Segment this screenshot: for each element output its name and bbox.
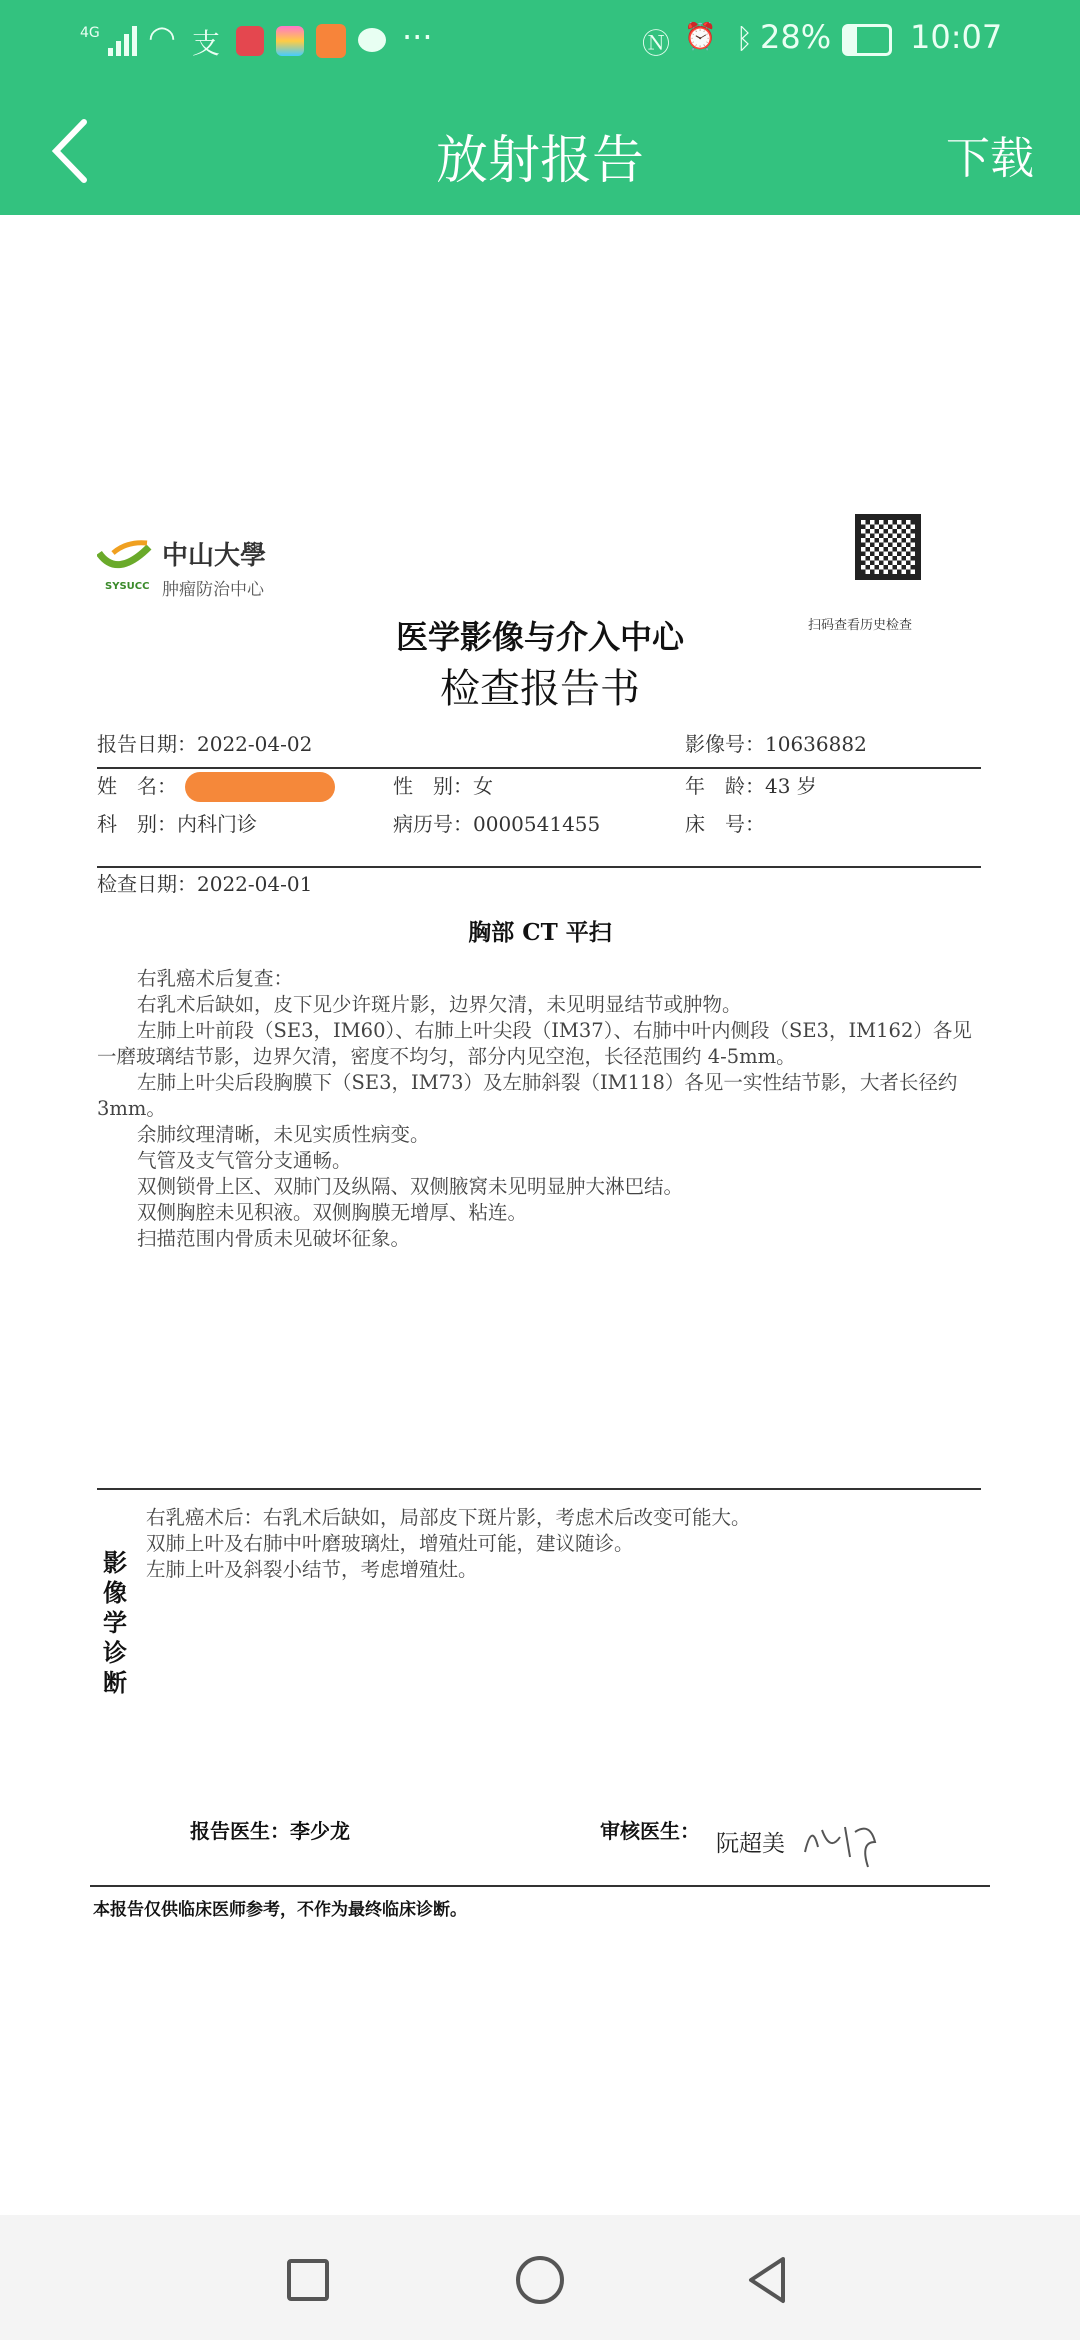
exam-date: 检查日期：2022-04-01 <box>97 872 313 896</box>
back-nav-icon[interactable] <box>745 2255 789 2305</box>
divider <box>97 1488 981 1490</box>
app-header <box>0 0 1080 215</box>
diagnosis-line: 左肺上叶及斜裂小结节，考虑增殖灶。 <box>146 1558 478 1581</box>
book-app-icon <box>236 26 264 56</box>
center-name: 医学影像与介入中心 <box>395 618 684 656</box>
signal-icon <box>108 26 140 56</box>
clock: 10:07 <box>910 18 1003 56</box>
alarm-icon: ⏰ <box>684 22 717 52</box>
reporting-doctor: 报告医生：李少龙 <box>190 1819 350 1843</box>
divider <box>90 1885 990 1887</box>
home-icon[interactable] <box>516 2256 564 2304</box>
finding-line: 双侧锁骨上区、双肺门及纵隔、双侧腋窝未见明显肿大淋巴结。 <box>137 1175 684 1198</box>
patient-name: 姓 名： <box>97 774 177 798</box>
qr-caption: 扫码查看历史检查 <box>808 618 913 633</box>
divider <box>97 767 981 769</box>
message-icon <box>358 28 386 52</box>
department: 科 别：内科门诊 <box>97 812 257 836</box>
alipay-icon: 支 <box>192 27 221 60</box>
diagnosis-line: 双肺上叶及右肺中叶磨玻璃灶，增殖灶可能，建议随诊。 <box>146 1532 634 1555</box>
finding-line: 右乳术后缺如，皮下见少许斑片影，边界欠清，未见明显结节或肿物。 <box>137 993 742 1016</box>
battery-percent: 28% <box>760 18 832 56</box>
finding-line: 扫描范围内骨质未见破坏征象。 <box>137 1227 411 1250</box>
wifi-icon: ◠ <box>148 18 176 56</box>
disclaimer: 本报告仅供临床医师参考，不作为最终临床诊断。 <box>93 1900 467 1920</box>
finding-line: 左肺上叶前段（SE3，IM60）、右肺上叶尖段（IM37）、右肺中叶内侧段（SE3，IM162）各见一磨玻璃结节影，边界欠清，密度不均匀，部分内见空泡，长径范围约 4-5mm。 <box>97 1019 972 1068</box>
age: 年 龄：43 岁 <box>685 774 817 798</box>
more-notifications-icon: ··· <box>402 18 433 56</box>
bed-number: 床 号： <box>685 812 765 836</box>
video-app-icon <box>316 24 346 58</box>
system-navigation-bar <box>0 2215 1080 2340</box>
image-number: 影像号：10636882 <box>685 732 867 756</box>
diagnosis-line: 右乳癌术后：右乳术后缺如，局部皮下斑片影，考虑术后改变可能大。 <box>146 1506 751 1529</box>
network-type: 4G <box>80 25 100 41</box>
nfc-icon: Ⓝ <box>642 27 671 60</box>
recent-apps-icon[interactable] <box>287 2259 329 2301</box>
finding-line: 左肺上叶尖后段胸膜下（SE3，IM73）及左肺斜裂（IM118）各见一实性结节影，大者长径约 3mm。 <box>97 1071 958 1120</box>
qr-code[interactable] <box>855 514 921 580</box>
reviewing-label: 审核医生： <box>600 1819 700 1843</box>
signature <box>800 1812 885 1872</box>
report-date: 报告日期：2022-04-02 <box>97 732 313 756</box>
download-button[interactable]: 下载 <box>946 133 1034 184</box>
exam-title: 胸部 CT 平扫 <box>468 919 612 946</box>
page-title: 放射报告 <box>435 131 644 191</box>
finding-line: 气管及支气管分支通畅。 <box>137 1149 352 1172</box>
bluetooth-icon: ᛒ <box>736 22 753 55</box>
reviewing-doctor: 阮超美 <box>716 1831 785 1857</box>
finding-line: 右乳癌术后复查： <box>137 967 294 990</box>
finding-line: 双侧胸腔未见积液。双侧胸膜无增厚、粘连。 <box>137 1201 528 1224</box>
diagnosis-label: 影像学诊断 <box>103 1549 127 1697</box>
battery-icon <box>842 24 892 56</box>
document-title: 检查报告书 <box>440 666 640 712</box>
sysucc-logo: SYSUCC 中山大學 肿瘤防治中心 <box>97 535 287 610</box>
finding-line: 余肺纹理清晰，未见实质性病变。 <box>137 1123 430 1146</box>
medical-record-number: 病历号：0000541455 <box>393 812 601 836</box>
redaction-mark <box>185 772 335 802</box>
gender: 性 别：女 <box>393 774 493 798</box>
app-icon <box>276 26 304 56</box>
